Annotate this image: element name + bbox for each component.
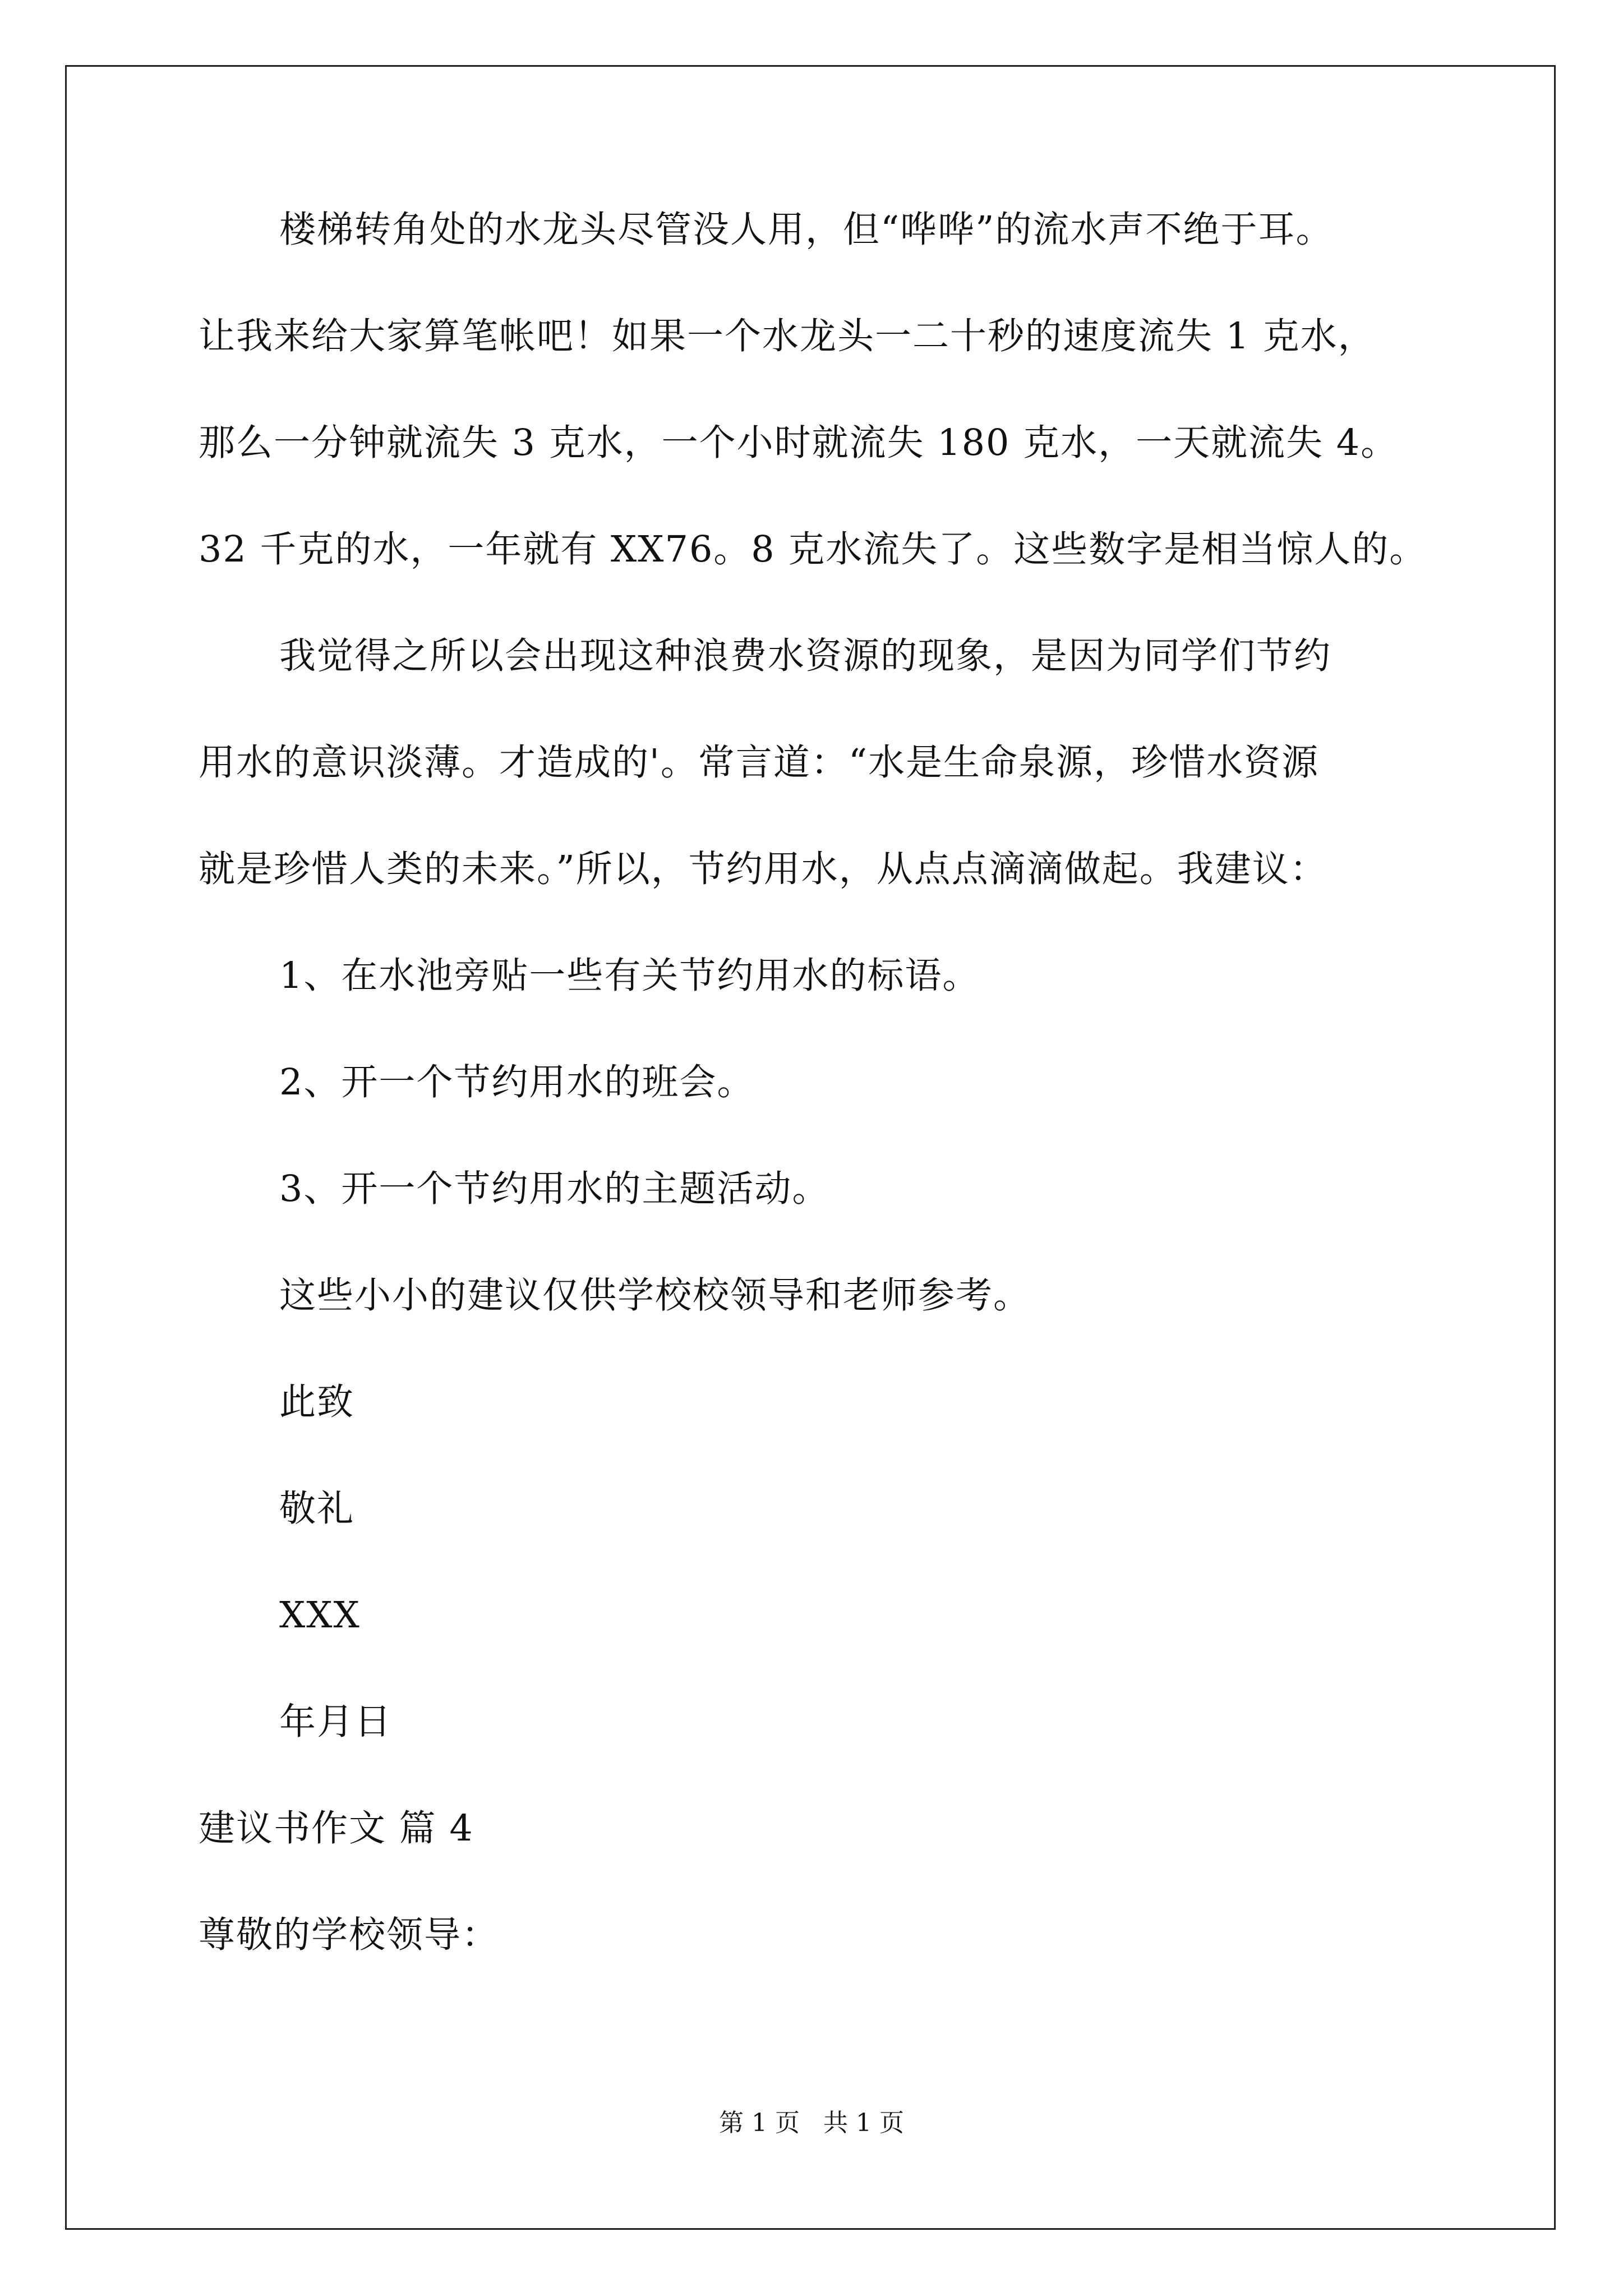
page-total: 共 1 页 bbox=[823, 2109, 904, 2137]
page-border bbox=[65, 65, 1556, 2230]
greeting: 尊敬的学校领导： bbox=[199, 1914, 500, 1956]
paragraph-line: 用水的意识淡薄。才造成的'。常言道：“水是生命泉源，珍惜水资源 bbox=[199, 742, 1320, 784]
section-heading: 建议书作文 篇 4 bbox=[199, 1807, 474, 1849]
paragraph-line: 楼梯转角处的水龙头尽管没人用，但“哗哗”的流水声不绝于耳。 bbox=[279, 209, 1334, 251]
suggestion-item: 2、开一个节约用水的班会。 bbox=[279, 1061, 755, 1103]
page-number: 第 1 页 bbox=[719, 2109, 800, 2137]
salutation-line: 此致 bbox=[279, 1381, 355, 1423]
suggestion-item: 1、在水池旁贴一些有关节约用水的标语。 bbox=[279, 955, 980, 997]
suggestion-item: 3、开一个节约用水的主题活动。 bbox=[279, 1168, 830, 1210]
paragraph-line: 就是珍惜人类的未来。”所以，节约用水，从点点滴滴做起。我建议： bbox=[199, 848, 1327, 890]
paragraph-line: 那么一分钟就流失 3 克水，一个小时就流失 180 克水，一天就流失 4。 bbox=[199, 422, 1399, 464]
closing-remark: 这些小小的建议仅供学校校领导和老师参考。 bbox=[279, 1274, 1031, 1317]
date-line: 年月日 bbox=[279, 1701, 393, 1743]
salutation-line: 敬礼 bbox=[279, 1488, 355, 1530]
paragraph-line: 让我来给大家算笔帐吧！如果一个水龙头一二十秒的速度流失 1 克水， bbox=[199, 315, 1376, 357]
page-footer bbox=[0, 2108, 1623, 2139]
paragraph-line: 我觉得之所以会出现这种浪费水资源的现象，是因为同学们节约 bbox=[279, 635, 1332, 677]
paragraph-line: 32 千克的水，一年就有 XX76。8 克水流失了。这些数字是相当惊人的。 bbox=[199, 528, 1427, 570]
signature: XXX bbox=[279, 1594, 361, 1636]
